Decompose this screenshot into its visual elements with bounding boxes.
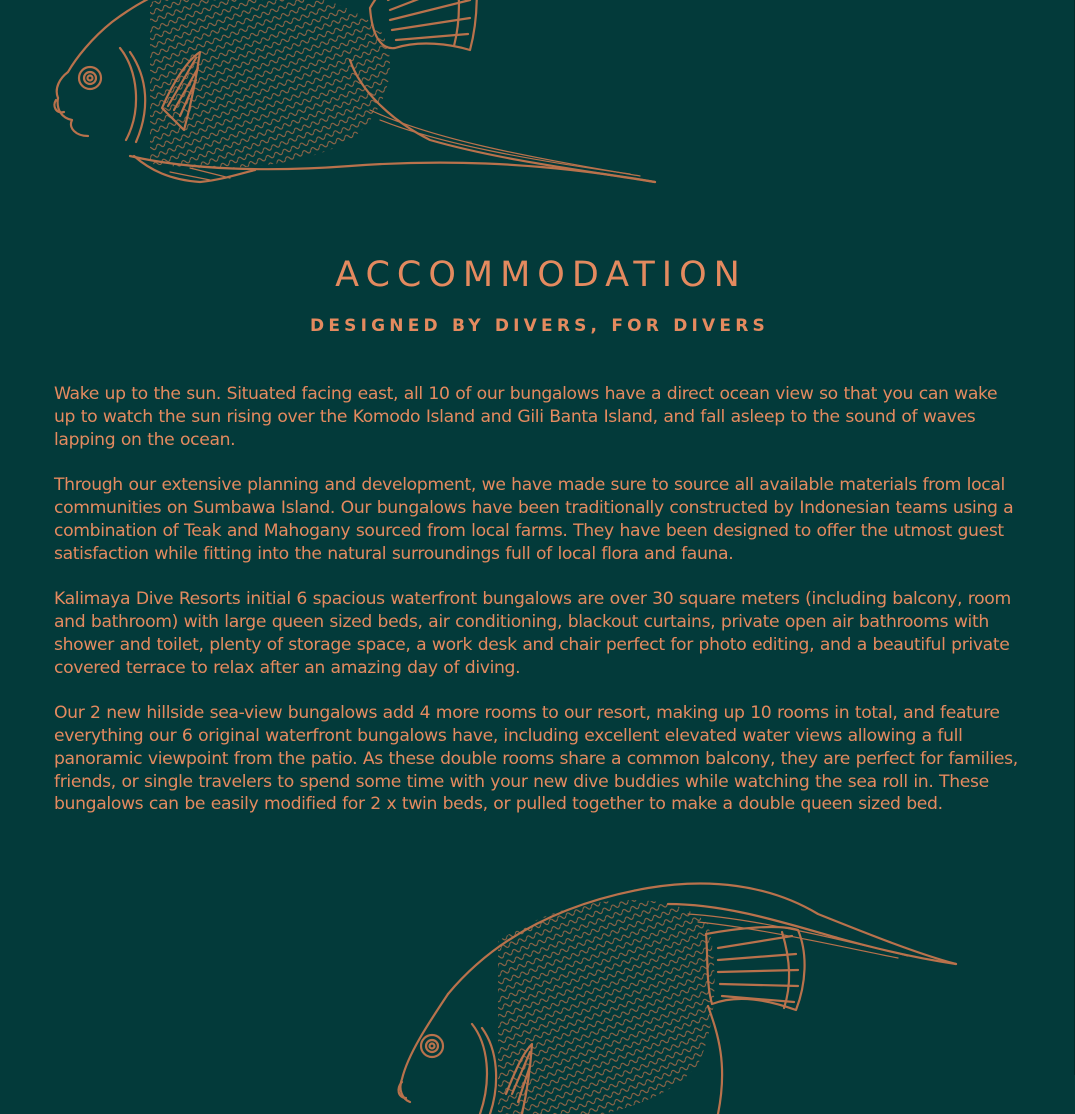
paragraph-waterfront-bungalows: Kalimaya Dive Resorts initial 6 spacious waterfront bungalows are over 30 square meters (including balcony, room and bathroom) with large queen sized beds, air conditioning, blackout curtains, private open air bathrooms with shower and toilet, plenty of storage space, a work desk and chair perfect for photo editing, and a beautiful private covered terrace to relax after an amazing day of diving. (54, 589, 1011, 678)
angelfish-illustration-icon (388, 874, 968, 1114)
angelfish-illustration-icon (50, 0, 670, 195)
page-title: ACCOMMODATION (335, 255, 747, 295)
paragraph-hillside-bungalows: Our 2 new hillside sea-view bungalows add 4 more rooms to our resort, making up 10 rooms in total, and feature everything our 6 original waterfront bungalows have, including excellent elevated water views allowing a full panoramic viewpoint from the patio. As these double rooms share a common balcony, they are perfect for families, friends, or single travelers to spend some time with your new dive buddies while watching the sea roll in. These bungalows can be easily modified for 2 x twin beds, or pulled together to make a double queen sized bed. (54, 703, 1018, 815)
page-subtitle: DESIGNED BY DIVERS, FOR DIVERS (310, 316, 769, 336)
paragraph-local-materials: Through our extensive planning and development, we have made sure to source all available materials from local communities on Sumbawa Island. Our bungalows have been traditionally constructed by Indonesian teams using a combination of Teak and Mahogany sourced from local farms. They have been designed to offer the utmost guest satisfaction while fitting into the natural surroundings full of local flora and fauna. (54, 475, 1014, 564)
paragraph-sunrise-view: Wake up to the sun. Situated facing east, all 10 of our bungalows have a direct ocean view so that you can wake up to watch the sun rising over the Komodo Island and Gili Banta Island, and fall asleep to the sound of waves lapping on the ocean. (54, 384, 998, 450)
accommodation-description (54, 383, 1019, 839)
